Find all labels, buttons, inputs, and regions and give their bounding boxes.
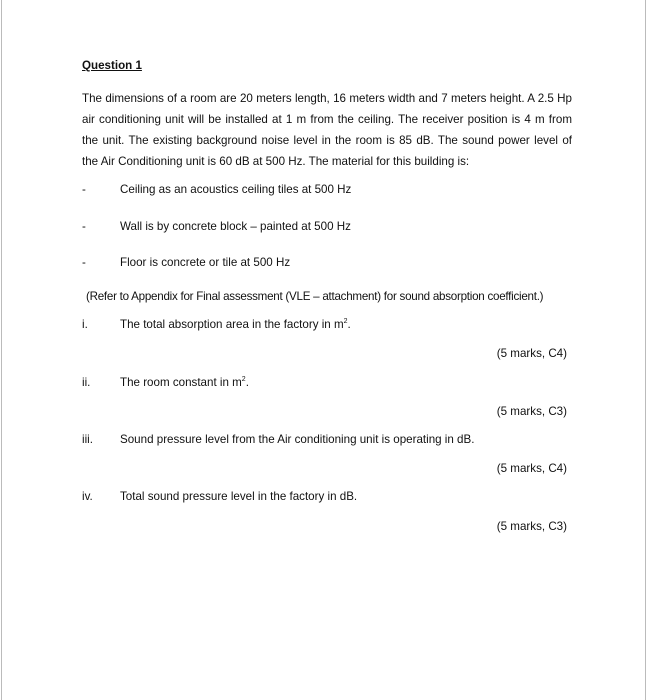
question-number: i. — [82, 318, 88, 331]
superscript: 2 — [241, 376, 246, 384]
question-paragraph: The dimensions of a room are 20 meters length, 16 meters width and 7 meters height. A 2.5 Hp air conditioning unit will be installed at 1 m from the ceiling. The receiver position is 4 m from the unit. The existing background noise level in the room is 85 dB. The sound power level of the Air Conditioning unit is 60 dB at 500 Hz. The material for this building is: — [82, 92, 572, 168]
question-number: ii. — [82, 376, 91, 389]
page-right-edge — [645, 0, 646, 700]
question-text — [120, 318, 351, 331]
marks-label: (5 marks, C3) — [496, 520, 567, 533]
question-text: Total sound pressure level in the factory in dB. — [120, 490, 358, 503]
period: . — [347, 318, 351, 331]
question-number: iv. — [82, 490, 93, 503]
bullet-wall: Wall is by concrete block – painted at 500 Hz — [120, 220, 351, 233]
question-text-body: The room constant in m — [120, 376, 242, 389]
appendix-note: (Refer to Appendix for Final assessment (VLE – attachment) for sound absorption coefficient.) — [86, 290, 544, 303]
question-number: iii. — [82, 433, 93, 446]
bullet-floor: Floor is concrete or tile at 500 Hz — [120, 256, 291, 269]
bullet-ceiling: Ceiling as an acoustics ceiling tiles at 500 Hz — [120, 183, 352, 196]
page-left-edge — [1, 0, 2, 700]
question-text — [120, 376, 249, 389]
question-text: Sound pressure level from the Air conditioning unit is operating in dB. — [120, 433, 475, 446]
bullet-marker: - — [82, 256, 86, 269]
bullet-marker: - — [82, 220, 86, 233]
marks-label: (5 marks, C4) — [496, 347, 567, 360]
question-title: Question 1 — [82, 59, 142, 72]
question-text-body: The total absorption area in the factory in m — [120, 318, 344, 331]
period: . — [245, 376, 249, 389]
marks-label: (5 marks, C4) — [496, 462, 567, 475]
superscript: 2 — [343, 318, 348, 326]
marks-label: (5 marks, C3) — [496, 405, 567, 418]
bullet-marker: - — [82, 183, 86, 196]
